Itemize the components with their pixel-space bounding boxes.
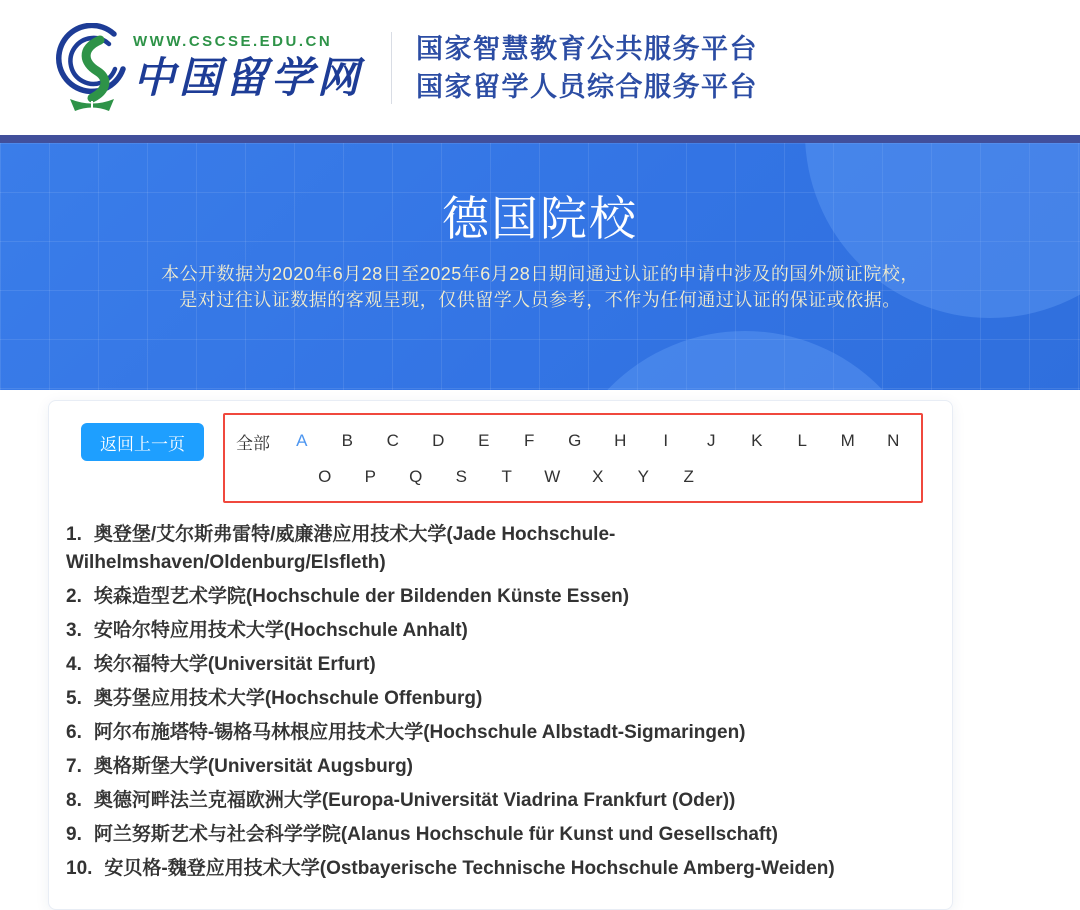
hero-banner xyxy=(0,143,1080,390)
school-list-item xyxy=(66,583,919,611)
letter-filter-n[interactable]: N xyxy=(887,431,900,451)
school-index: 2. xyxy=(66,586,82,607)
banner-description-line-2: 是对过往认证数据的客观呈现，仅供留学人员参考，不作为任何通过认证的保证或依据。 xyxy=(179,290,901,310)
school-name: 奥格斯堡大学(Universität Augsburg) xyxy=(93,756,414,777)
platform-line-2: 国家留学人员综合服务平台 xyxy=(416,71,759,102)
letter-filter-q[interactable]: Q xyxy=(409,467,423,487)
school-list-item xyxy=(66,685,919,713)
logo-url: WWW.CSCSE.EDU.CN xyxy=(133,32,333,50)
letter-row-2 xyxy=(302,467,919,487)
school-list-item xyxy=(66,521,919,577)
school-list-item xyxy=(66,787,919,815)
school-list-item xyxy=(66,617,919,645)
site-logo[interactable] xyxy=(55,23,363,113)
content-card xyxy=(48,400,953,910)
school-name: 奥芬堡应用技术大学(Hochschule Offenburg) xyxy=(93,688,483,709)
letter-filter-x[interactable]: X xyxy=(592,467,604,487)
school-index: 8. xyxy=(66,790,82,811)
school-name: 奥登堡/艾尔斯弗雷特/威廉港应用技术大学(Jade Hochschule-Wilhelmshaven/Oldenburg/Elsfleth) xyxy=(66,524,616,573)
letter-row-1 xyxy=(227,429,919,454)
platform-names xyxy=(416,30,758,106)
letter-filter-w[interactable]: W xyxy=(544,467,561,487)
letter-filter-h[interactable]: H xyxy=(614,431,627,451)
platform-line-1: 国家智慧教育公共服务平台 xyxy=(416,33,759,64)
school-list-item xyxy=(66,651,919,679)
letter-filter-j[interactable]: J xyxy=(707,431,716,451)
school-index: 5. xyxy=(66,688,82,709)
school-name: 安哈尔特应用技术大学(Hochschule Anhalt) xyxy=(93,620,468,641)
banner-description xyxy=(0,261,1080,313)
banner-description-line-1: 本公开数据为2020年6月28日至2025年6月28日期间通过认证的申请中涉及的国外颁证院校， xyxy=(161,264,919,284)
school-name: 埃森造型艺术学院(Hochschule der Bildenden Künste Essen) xyxy=(93,586,630,607)
banner-top-strip xyxy=(0,135,1080,143)
school-index: 9. xyxy=(66,824,82,845)
letter-filter-i[interactable]: I xyxy=(663,431,669,451)
cscse-emblem-icon xyxy=(55,23,129,113)
letter-filter-box xyxy=(223,413,923,503)
school-name: 安贝格-魏登应用技术大学(Ostbayerische Technische Hochschule Amberg-Weiden) xyxy=(104,858,835,879)
school-list-item xyxy=(66,753,919,781)
letter-filter-b[interactable]: B xyxy=(341,431,353,451)
letter-filter-s[interactable]: S xyxy=(455,467,467,487)
school-index: 10. xyxy=(66,858,93,879)
back-button[interactable]: 返回上一页 xyxy=(81,423,204,461)
school-name: 奥德河畔法兰克福欧洲大学(Europa-Universität Viadrina Frankfurt (Oder)) xyxy=(93,790,736,811)
letter-filter-d[interactable]: D xyxy=(432,431,445,451)
letter-filter-all[interactable]: 全部 xyxy=(236,433,270,453)
school-index: 4. xyxy=(66,654,82,675)
school-index: 3. xyxy=(66,620,82,641)
letter-filter-a[interactable]: A xyxy=(296,431,308,451)
letter-filter-f[interactable]: F xyxy=(524,431,535,451)
letter-filter-e[interactable]: E xyxy=(478,431,490,451)
school-list-item xyxy=(66,719,919,747)
logo-text xyxy=(133,32,363,104)
letter-filter-t[interactable]: T xyxy=(501,467,512,487)
letter-filter-l[interactable]: L xyxy=(797,431,807,451)
letter-filter-c[interactable]: C xyxy=(386,431,399,451)
school-list xyxy=(49,503,952,883)
school-name: 埃尔福特大学(Universität Erfurt) xyxy=(93,654,376,675)
letter-filter-m[interactable]: M xyxy=(840,431,855,451)
letter-filter-k[interactable]: K xyxy=(751,431,763,451)
letter-filter-y[interactable]: Y xyxy=(637,467,649,487)
letter-filter-o[interactable]: O xyxy=(318,467,332,487)
banner-decor-circle-bottom xyxy=(555,331,935,390)
site-header xyxy=(0,0,1080,135)
header-divider xyxy=(391,32,392,104)
school-index: 1. xyxy=(66,524,82,545)
school-list-item xyxy=(66,821,919,849)
school-name: 阿兰努斯艺术与社会科学学院(Alanus Hochschule für Kunst und Gesellschaft) xyxy=(93,824,778,845)
school-index: 6. xyxy=(66,722,82,743)
school-index: 7. xyxy=(66,756,82,777)
school-list-item xyxy=(66,855,919,883)
letter-filter-g[interactable]: G xyxy=(568,431,582,451)
logo-site-name: 中国留学网 xyxy=(133,52,364,102)
page-title: 德国院校 xyxy=(442,192,638,245)
letter-filter-z[interactable]: Z xyxy=(683,467,694,487)
filter-bar xyxy=(49,401,952,503)
school-name: 阿尔布施塔特-锡格马林根应用技术大学(Hochschule Albstadt-Sigmaringen) xyxy=(93,722,746,743)
letter-filter-p[interactable]: P xyxy=(364,467,376,487)
